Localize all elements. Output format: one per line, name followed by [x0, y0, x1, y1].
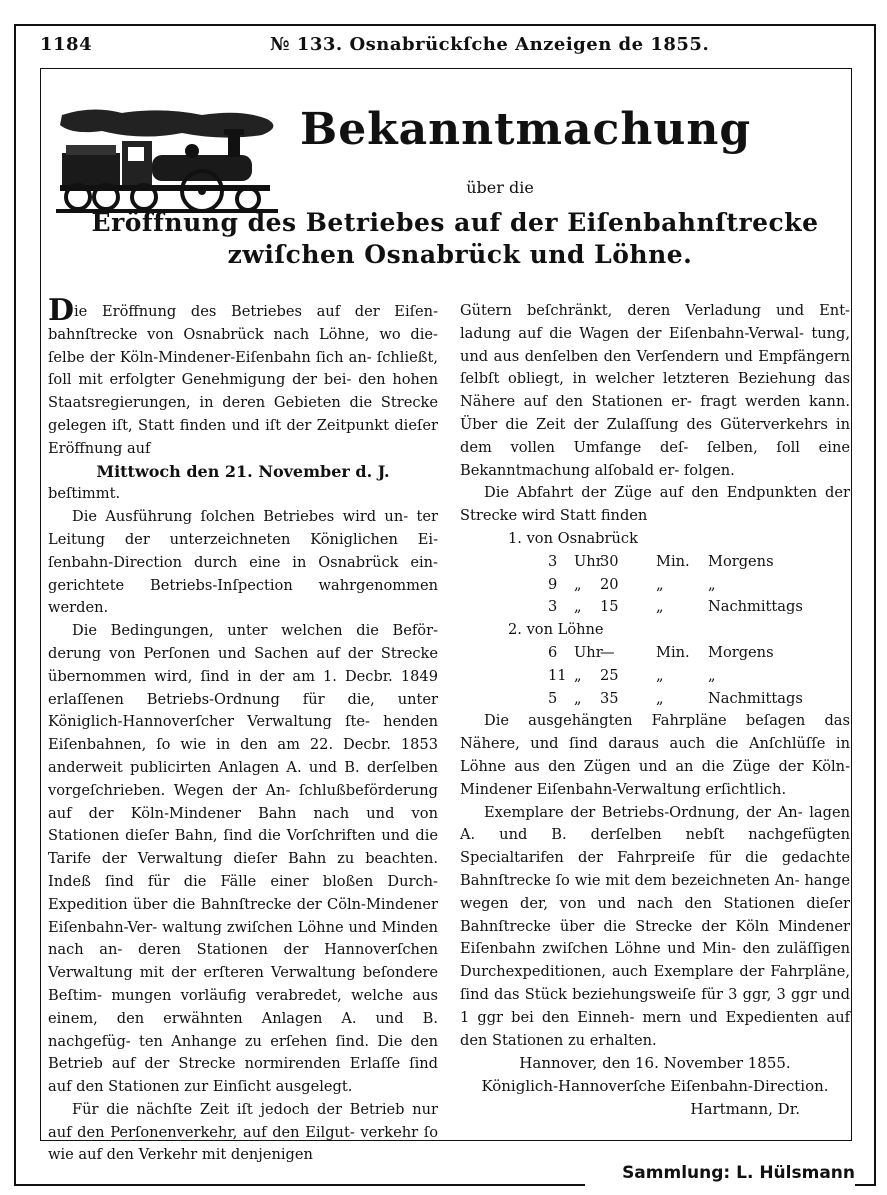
- paragraph: Die Abfahrt der Züge auf den Endpunkten der Strecke wird Statt finden: [460, 484, 850, 525]
- paragraph: beſtimmt.: [48, 485, 121, 503]
- collection-stamp: Sammlung: L. Hülsmann: [585, 1160, 855, 1186]
- schedule-row: [460, 642, 850, 665]
- schedule-cell: —: [600, 643, 615, 661]
- heading-subtitle-1: Eröffnung des Betriebes auf der Eiſenbahnſtrecke: [91, 208, 819, 237]
- schedule-cell: Nachmittags: [708, 598, 803, 616]
- schedule-cell: Nachmittags: [708, 689, 803, 707]
- paragraph: Die Bedingungen, unter welchen die Beför- derung von Perſonen und Sachen auf der Strecke übernommen wird, ſind in der am 1. Decbr. 1849 erlaſſenen Betriebs-Ordnung für die, unter Königlich-Hannoverſcher Verwaltung ſte- henden Eiſenbahnen, ſo wie in den am 22. Decbr. 1853 anderweit publicirten Anlagen A. und B. derſelben vorgeſchrieben. Wegen der An- ſchlußbeförderung auf der Köln-Mindener Bahn nach und von Stationen dieſer Bahn, ſind die Vorſchriften und die Tarife der Verwaltung dieſer Bahn zu beachten. Indeß ſind für die Fälle einer bloßen Durch-Expedition über die Bahnſtrecke der Cöln-Mindener Eiſenbahn-Ver- waltung zwiſchen Löhne und Minden nach an- deren Stationen der Hannoverſchen Verwaltung mit der erſteren Verwaltung beſondere Beſtim- mungen vorläufig verabredet, welche aus einem, den erwähnten Anlagen A. und B. nachgefüg- ten Anhange zu erſehen ſind. Die den Betrieb auf der Strecke normirenden Erlaſſe ſind auf den Stationen zur Einſicht ausgelegt.: [48, 622, 438, 1096]
- left-column: [48, 293, 438, 1167]
- schedule-cell: Morgens: [708, 552, 774, 570]
- opening-date: Mittwoch den 21. November d. J.: [96, 461, 390, 481]
- schedule-cell: Uhr: [574, 643, 603, 661]
- schedule-row: [460, 665, 850, 688]
- schedule-label: 2. von Löhne: [508, 621, 604, 639]
- paragraph: Für die nächſte Zeit iſt jedoch der Betrieb nur auf den Perſonenverkehr, auf den Eilgut- verkehr ſo wie auf den Verkehr mit denjenigen: [48, 1100, 438, 1164]
- schedule-cell: „: [708, 575, 716, 593]
- paragraph: Die Ausführung ſolchen Betriebes wird un- ter Leitung der unterzeichneten Königlichen Ei- ſenbahn-Direction durch eine in Osnabrück ein- gerichtete Betriebs-Inſpection wahrgenommen werden.: [48, 508, 438, 617]
- paragraph-text: ie Eröffnung des Betriebes auf der Eiſen- bahnſtrecke von Osnabrück nach Löhne, wo die- ſelbe der Köln-Mindener-Eiſenbahn ſich an- ſchließt, ſoll mit erfolgter Genehmigung der bei- den hohen Staatsregierungen, in deren Gebieten die Strecke gelegen iſt, Statt finden und iſt der Zeitpunkt dieſer Eröffnung auf: [48, 303, 438, 457]
- newspaper-title: № 133. Osnabrückſche Anzeigen de 1855.: [270, 34, 710, 55]
- schedule-loehne: [460, 642, 850, 710]
- signature: Hartmann, Dr.: [690, 1099, 800, 1118]
- schedule-row: [460, 688, 850, 711]
- schedule-cell: 3: [548, 598, 558, 616]
- schedule-cell: „: [574, 598, 582, 616]
- schedule-cell: „: [574, 666, 582, 684]
- schedule-row: [460, 596, 850, 619]
- schedule-cell: 3: [548, 552, 558, 570]
- schedule-cell: 20: [600, 575, 619, 593]
- schedule-cell: „: [656, 575, 664, 593]
- schedule-cell: „: [656, 689, 664, 707]
- schedule-row: [460, 551, 850, 574]
- schedule-cell: 9: [548, 575, 558, 593]
- paragraph: Gütern beſchränkt, deren Verladung und Ent- ladung auf die Wagen der Eiſenbahn-Verwal- tung, und aus denſelben den Verſendern und Empfängern ſelbſt obliegt, in welcher letzteren Beziehung das Nähere auf den Stationen er- fragt werden kann. Über die Zeit der Zulaſſung des Güterverkehrs in dem vollen Umfange deſ- ſelben, ſoll eine Bekanntmachung alſobald er- folgen.: [460, 302, 850, 479]
- schedule-cell: „: [656, 598, 664, 616]
- drop-cap: D: [48, 293, 75, 328]
- schedule-cell: „: [574, 575, 582, 593]
- notice-heading: Bekanntmachung: [300, 104, 752, 155]
- schedule-cell: Morgens: [708, 643, 774, 661]
- locomotive-illustration: [52, 105, 282, 215]
- schedule-cell: „: [656, 666, 664, 684]
- heading-subtitle-2: zwiſchen Osnabrück und Löhne.: [227, 240, 693, 269]
- schedule-cell: Min.: [656, 552, 690, 570]
- schedule-cell: Uhr: [574, 552, 603, 570]
- paragraph: Exemplare der Betriebs-Ordnung, der An- lagen A. und B. derſelben nebſt nachgefügten Specialtarifen der Fahrpreiſe für die gedachte Bahnſtrecke ſo wie mit dem bezeichneten An- hange wegen der, von und nach den Stationen dieſer Bahnſtrecke über die Strecke der Köln Mindener Eiſenbahn zwiſchen Löhne und Min- den zuläſſigen Durchexpeditionen, auch Exemplare der Fahrpläne, ſind das Stück beziehungsweiſe für 3 ggr, 3 ggr und 1 ggr bei den Einneh- mern und Expedienten auf den Stationen zu erhalten.: [460, 803, 850, 1049]
- schedule-cell: 11: [548, 666, 567, 684]
- schedule-row: [460, 574, 850, 597]
- page-number: 1184: [40, 34, 93, 55]
- paragraph: [48, 293, 438, 461]
- schedule-cell: „: [708, 666, 716, 684]
- schedule-cell: „: [574, 689, 582, 707]
- schedule-osnabrueck: [460, 551, 850, 619]
- schedule-cell: 5: [548, 689, 558, 707]
- schedule-label: 1. von Osnabrück: [508, 529, 638, 547]
- heading-ueber: über die: [466, 178, 534, 197]
- schedule-cell: 15: [600, 598, 619, 616]
- schedule-cell: 25: [600, 666, 619, 684]
- place-date: Hannover, den 16. November 1855.: [519, 1054, 791, 1073]
- schedule-cell: Min.: [656, 643, 690, 661]
- paragraph: Die ausgehängten Fahrpläne beſagen das Nähere, und ſind daraus auch die Anſchlüſſe in Löhne aus den Zügen und an die Züge der Köln-Mindener Eiſenbahn-Verwaltung erſichtlich.: [460, 712, 850, 798]
- schedule-cell: 6: [548, 643, 558, 661]
- schedule-cell: 35: [600, 689, 619, 707]
- right-column: [460, 300, 850, 1121]
- authority: Königlich-Hannoverſche Eiſenbahn-Direction.: [481, 1077, 829, 1096]
- page-header: [40, 34, 852, 62]
- schedule-cell: 30: [600, 552, 619, 570]
